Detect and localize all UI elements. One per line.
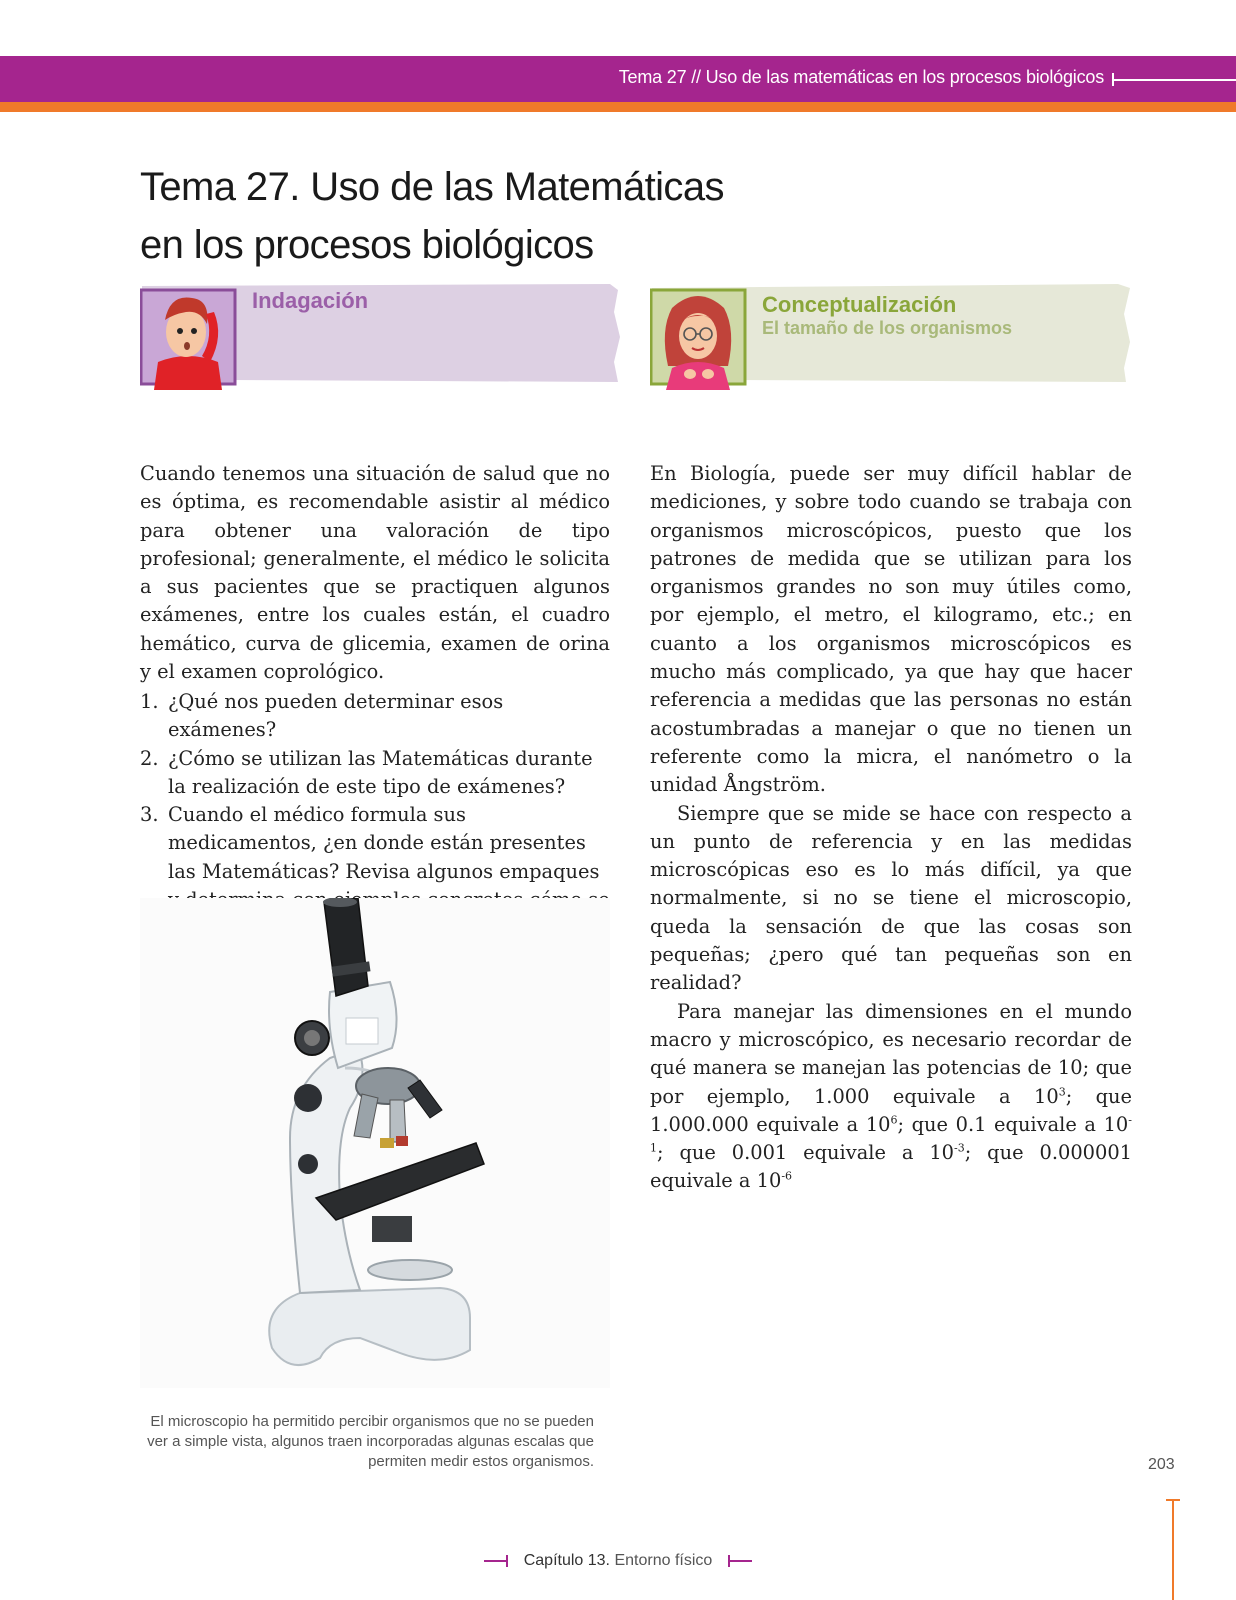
figure-caption: El microscopio ha permitido percibir organismos que no se pueden ver a simple vista, algunos traen incorporadas algunas escalas que permiten medir estos organismos. [147, 1413, 594, 1470]
list-item [140, 745, 610, 802]
right-column [650, 460, 1132, 1196]
list-item [140, 688, 610, 745]
exponent-6: 6 [890, 1113, 898, 1127]
exponent-minus-1: -1 [650, 1113, 1132, 1155]
page-title [140, 158, 840, 274]
intro-paragraph-block [140, 460, 610, 686]
exponent-minus-6: -6 [781, 1169, 793, 1183]
powers-text-b: ; que 1.000.000 equivale a 10 [650, 1084, 1132, 1136]
microscope-icon [140, 898, 610, 1388]
footer-chapter-name: Entorno físico [614, 1552, 713, 1569]
indagacion-label: Indagación [252, 288, 369, 313]
question-number: 1. [140, 690, 159, 713]
header-rule [1112, 79, 1236, 81]
question-text: ¿Qué nos pueden determinar esos exámenes? [168, 690, 504, 742]
microscope-figure [140, 898, 610, 1388]
exponent-minus-3: -3 [954, 1141, 965, 1155]
header-stripe [0, 102, 1236, 112]
conceptualizacion-sublabel: El tamaño de los organismos [762, 318, 1013, 338]
conceptualizacion-label: Conceptualización [762, 292, 957, 317]
page-title-line-1: Tema 27. Uso de las Matemáticas [140, 165, 724, 209]
body-paragraph-1: En Biología, puede ser muy difícil hablar de mediciones, y sobre todo cuando se trabaja con organismos microscópicos, puesto que los patrones de medida que se utilizan para los organismos grandes no son muy útiles como, por ejemplo, el metro, el kilogramo, etc.; en cuanto a los organismos microscópicos es mucho más complicado, ya que hay que hacer referencia a medidas que las personas no están acostumbradas a manejar o que no tienen un referente como la micra, el nanómetro o la unidad Ångström. [650, 462, 1132, 797]
powers-text-a: Para manejar las dimensiones en el mundo macro y microscópico, es necesario recordar de qué manera se manejan las potencias de 10; que por ejemplo, 1.000 equivale a 10 [650, 999, 1132, 1108]
body-paragraph-2: Siempre que se mide se hace con respecto a un punto de referencia y en las medidas microscópicas eso es lo más difícil, ya que normalmente, si no se tiene el microscopio, queda la sensación de que las cosas son pequeñas; ¿pero qué tan pequeñas son en realidad? [650, 801, 1132, 995]
footer [0, 1552, 1236, 1570]
page-title-line-2: en los procesos biológicos [140, 223, 594, 267]
thinking-boy-icon [140, 284, 238, 390]
intro-paragraph: Cuando tenemos una situación de salud que no es óptima, es recomendable asistir al médico para obtener una valoración de tipo profesional; generalmente, el médico le solicita a sus pacientes que se practiquen algunos exámenes, entre los cuales están, el cuadro hemático, curva de glicemia, examen de orina y el examen coprológico. [140, 462, 610, 684]
girl-with-glasses-icon [650, 284, 748, 390]
page-number: 203 [1148, 1456, 1175, 1473]
footer-dash-right [728, 1560, 752, 1562]
question-number: 2. [140, 746, 159, 770]
powers-text-e: ; que 0.000001 equivale a 10 [650, 1141, 1132, 1193]
footer-dash-left [484, 1560, 508, 1562]
question-text: ¿Cómo se utilizan las Matemáticas durante la realización de este tipo de exámenes? [168, 746, 593, 798]
question-number: 3. [140, 803, 159, 827]
powers-text-c: ; que 0.1 equivale a 10 [897, 1112, 1129, 1136]
powers-text-d: ; que 0.001 equivale a 10 [657, 1141, 955, 1165]
footer-chapter: Capítulo 13. [523, 1552, 610, 1569]
running-title: Tema 27 // Uso de las matemáticas en los procesos biológicos [618, 67, 1104, 87]
question-text: Cuando el médico formula sus medicamentos, ¿en donde están presentes las Matemáticas? Revisa algunos empaques [168, 803, 600, 883]
exponent-3: 3 [1058, 1085, 1066, 1099]
body-paragraph-3 [650, 998, 1132, 1196]
side-rule [1172, 1500, 1174, 1600]
